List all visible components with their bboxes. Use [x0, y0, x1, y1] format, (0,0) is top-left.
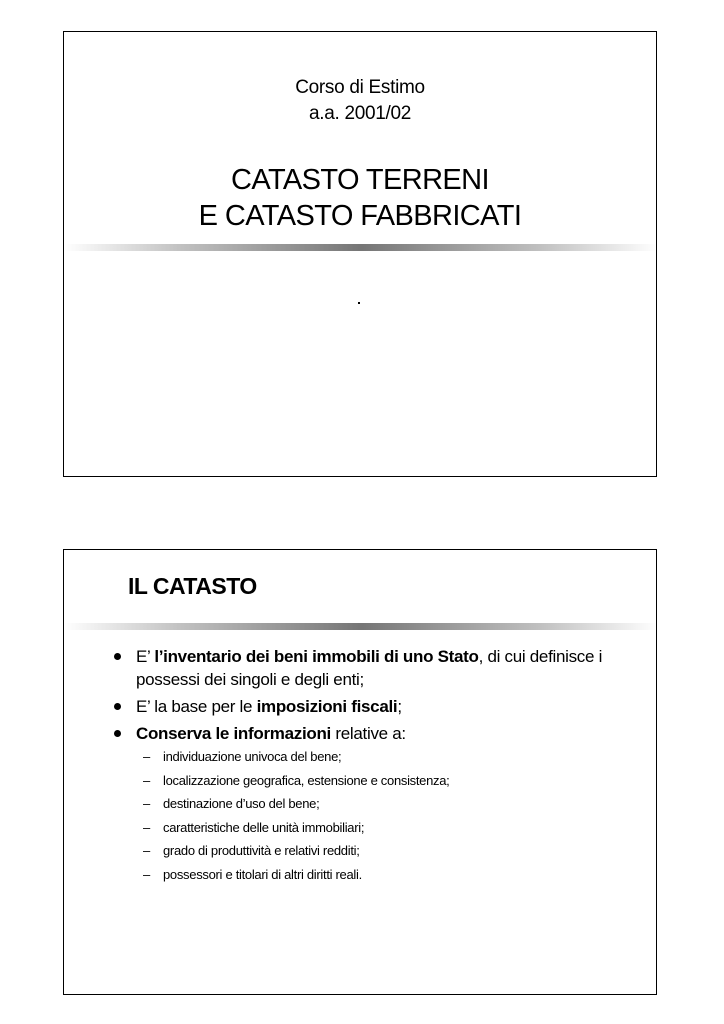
- sub-item-text: destinazione d’uso del bene;: [163, 796, 320, 811]
- bullet-text-bold: l’inventario dei beni immobili di uno Stato: [154, 647, 479, 666]
- sub-item-text: caratteristiche delle unità immobiliari;: [163, 819, 365, 835]
- dash-mark: –: [143, 772, 150, 788]
- bullet-text-bold: Conserva le informazioni: [136, 724, 331, 743]
- sub-item: [64, 745, 658, 769]
- course-name: Corso di Estimo: [295, 77, 425, 98]
- bullet-dot-icon: [114, 653, 121, 660]
- sub-item-text: localizzazione geografica, estensione e consistenza;: [163, 772, 450, 788]
- bullet-dot-icon: [114, 703, 121, 710]
- bullet-item: [64, 695, 658, 718]
- bullet-item: [64, 722, 658, 745]
- bullet-text-pre: E’: [136, 647, 155, 666]
- divider-rule: [64, 244, 658, 251]
- bullet-text-post: ;: [397, 697, 402, 716]
- dash-mark: –: [143, 749, 150, 764]
- bullet-dot-icon: [114, 730, 121, 737]
- dash-mark: –: [143, 843, 150, 858]
- bullet-list: [64, 645, 658, 886]
- academic-year: a.a. 2001/02: [308, 103, 412, 124]
- dot-mark: [358, 302, 360, 304]
- sub-item: [64, 769, 658, 793]
- sub-item: [64, 863, 658, 887]
- dash-mark: –: [143, 866, 150, 882]
- divider-rule: [64, 623, 658, 630]
- bullet-text-post: , di cui definisce i possessi dei singoli e degli enti;: [136, 647, 603, 689]
- bullet-text-bold: imposizioni fiscali: [256, 697, 398, 716]
- bullet-text-post: relative a:: [330, 724, 406, 743]
- main-title-line-1: CATASTO TERRENI: [231, 164, 489, 196]
- slide-heading: IL CATASTO: [128, 573, 257, 599]
- slide-catasto: [63, 549, 657, 995]
- sub-item: [64, 839, 658, 863]
- dash-mark: –: [143, 819, 150, 835]
- sub-item-text: individuazione univoca del bene;: [163, 749, 342, 764]
- main-title-line-2: E CATASTO FABBRICATI: [198, 200, 522, 232]
- bullet-text-pre: E’ la base per le: [136, 697, 257, 716]
- sub-item-text: possessori e titolari di altri diritti reali.: [163, 866, 362, 882]
- dash-mark: –: [143, 796, 150, 811]
- slide-title: [63, 31, 657, 477]
- sub-item: [64, 792, 658, 816]
- bullet-item: [64, 645, 658, 691]
- sub-item-text: grado di produttività e relativi redditi;: [163, 843, 360, 858]
- sub-item: [64, 816, 658, 840]
